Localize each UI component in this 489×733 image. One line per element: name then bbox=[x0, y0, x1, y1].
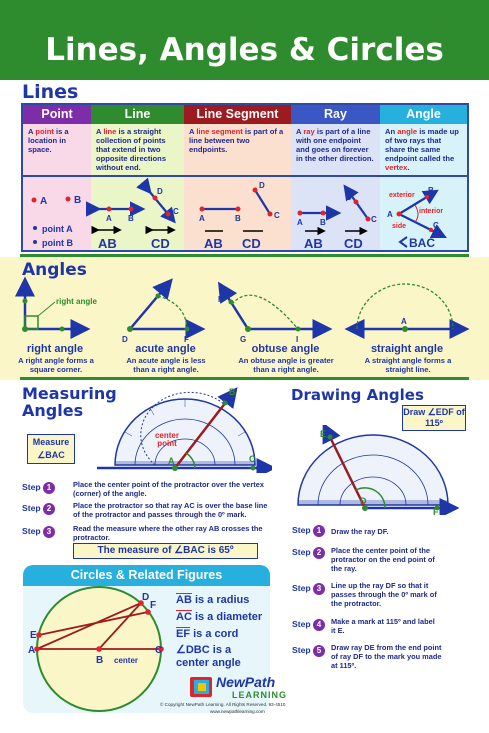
draw-step-4: Step 4 bbox=[292, 619, 325, 631]
measuring-heading: Measuring Angles bbox=[22, 384, 117, 420]
draw-edf-box: Draw ∠EDF of 115º bbox=[402, 405, 466, 431]
measure-step-2-text: Place the protractor so that ray AC is over the base line of the protractor and passes through the 0º mark. bbox=[73, 501, 268, 519]
newpath-logo-icon bbox=[190, 677, 212, 697]
column-header: Line Segment bbox=[184, 105, 291, 124]
svg-text:A: A bbox=[106, 214, 112, 223]
svg-text:C: C bbox=[155, 645, 163, 656]
ray-desc: A ray is part of a line with one endpoint and goes on forever in the other direction. bbox=[296, 127, 374, 163]
svg-text:B: B bbox=[229, 387, 236, 397]
segment-name: CD bbox=[242, 236, 261, 251]
straight-angle-name: straight angle bbox=[370, 343, 444, 355]
acute-angle-desc: An acute angle is less than a right angle. bbox=[126, 356, 206, 374]
measure-step-3-text: Read the measure where the other ray AB crosses the protractor. bbox=[73, 524, 263, 542]
svg-text:A: A bbox=[168, 456, 175, 466]
svg-text:C: C bbox=[274, 211, 280, 220]
right-angle-desc: A right angle forms a square corner. bbox=[18, 356, 94, 374]
svg-text:A: A bbox=[401, 317, 407, 326]
draw-step-2: Step 2 bbox=[292, 547, 325, 559]
lines-illustrations bbox=[23, 176, 467, 251]
svg-text:B: B bbox=[96, 655, 104, 666]
measure-result: The measure of ∠BAC is 65º bbox=[73, 543, 258, 559]
svg-text:I: I bbox=[296, 335, 299, 344]
draw-step-3-text: Line up the ray DF so that it passes through the 0º mark of the protractor. bbox=[331, 581, 437, 608]
measure-step-1-text: Place the center point of the protractor over the vertex (corner) of the angle. bbox=[73, 480, 264, 498]
right-angle-tag: right angle bbox=[56, 297, 97, 306]
column-header: Line bbox=[91, 105, 184, 124]
measure-step-1: Step 1 bbox=[22, 482, 55, 494]
point-desc: A point is a location in space. bbox=[28, 127, 69, 154]
measure-bac-box: Measure ∠BAC bbox=[27, 434, 75, 464]
column-header: Angle bbox=[380, 105, 467, 124]
circles-heading: Circles & Related Figures bbox=[23, 565, 270, 586]
obtuse-angle-desc: An obtuse angle is greater than a right angle. bbox=[238, 356, 334, 374]
center-label: center bbox=[114, 656, 139, 665]
drawing-heading: Drawing Angles bbox=[291, 386, 424, 404]
page-title: Lines, Angles & Circles bbox=[45, 32, 444, 68]
point-name: point A bbox=[42, 224, 73, 234]
acute-angle-name: acute angle bbox=[135, 343, 196, 355]
svg-text:A: A bbox=[297, 218, 303, 227]
circle-diagram bbox=[26, 586, 166, 714]
svg-text:D: D bbox=[122, 335, 128, 344]
ray-name: CD bbox=[344, 236, 363, 251]
lines-heading: Lines bbox=[22, 81, 79, 103]
angle-name: BAC bbox=[409, 236, 435, 250]
exterior-label: exterior bbox=[389, 192, 415, 199]
section-divider bbox=[20, 377, 469, 380]
side-label: side bbox=[392, 223, 407, 230]
draw-step-4-text: Make a mark at 115º and label it E. bbox=[331, 617, 435, 635]
svg-text:F: F bbox=[184, 335, 189, 344]
center-point-label: center point bbox=[154, 431, 179, 448]
svg-text:D: D bbox=[142, 592, 150, 603]
svg-text:F: F bbox=[433, 507, 439, 515]
svg-text:D: D bbox=[259, 181, 265, 190]
svg-text:C: C bbox=[249, 454, 256, 464]
draw-step-1-text: Draw the ray DF. bbox=[331, 527, 389, 536]
svg-text:H: H bbox=[218, 295, 224, 304]
point-label: A bbox=[40, 196, 48, 207]
obtuse-angle-name: obtuse angle bbox=[251, 343, 320, 355]
draw-step-5-text: Draw ray DE from the end point of ray DF to the mark you made at 115º. bbox=[331, 643, 442, 670]
draw-step-3: Step 3 bbox=[292, 583, 325, 595]
svg-text:D: D bbox=[157, 187, 163, 196]
svg-text:B: B bbox=[428, 186, 434, 195]
svg-text:B: B bbox=[320, 218, 326, 227]
angle-types-illustrations bbox=[0, 276, 489, 346]
svg-text:C: C bbox=[433, 221, 439, 230]
brand-subname: LEARNING bbox=[232, 690, 287, 700]
segment-desc: A line segment is part of a line between two endpoints. bbox=[189, 127, 284, 154]
angle-desc: An angle is made up of two rays that share the same endpoint called the vertex. bbox=[385, 127, 459, 172]
svg-text:C: C bbox=[173, 207, 179, 216]
draw-step-2-text: Place the center point of the protractor on the end point of the ray. bbox=[331, 546, 435, 573]
copyright: © Copyright NewPath Learning. All Rights Reserved. 93-4510 bbox=[160, 702, 286, 707]
svg-text:B: B bbox=[235, 214, 241, 223]
svg-text:D: D bbox=[360, 496, 367, 506]
svg-text:E: E bbox=[158, 283, 164, 292]
svg-text:E: E bbox=[320, 429, 327, 439]
point-label: B bbox=[74, 195, 82, 206]
measure-step-2: Step 2 bbox=[22, 503, 55, 515]
measuring-protractor bbox=[97, 385, 272, 473]
circle-fact-center-angle: ∠DBC is a center angle bbox=[176, 644, 241, 669]
circle-fact-diameter: $\overline{AC}$ is a diameter bbox=[176, 611, 263, 623]
draw-step-5: Step 5 bbox=[292, 645, 325, 657]
svg-text:B: B bbox=[128, 214, 134, 223]
right-angle-name: right angle bbox=[26, 343, 84, 355]
svg-text:G: G bbox=[240, 335, 247, 344]
angles-heading: Angles bbox=[22, 260, 87, 280]
svg-text:E: E bbox=[30, 630, 37, 641]
line-name: CD bbox=[151, 236, 170, 251]
measure-step-3: Step 3 bbox=[22, 526, 55, 538]
draw-step-1: Step 1 bbox=[292, 525, 325, 537]
circle-fact-radius: $\overline{AB}$ is a radius bbox=[176, 594, 250, 606]
point-name: point B bbox=[42, 238, 73, 248]
circle-fact-cord: $\overline{EF}$ is a cord bbox=[176, 628, 239, 640]
svg-text:D: D bbox=[346, 193, 352, 202]
svg-text:A: A bbox=[387, 210, 393, 219]
svg-text:A: A bbox=[28, 645, 36, 656]
line-desc: A line is a straight collection of points that extend in two opposite directions without end. bbox=[96, 127, 167, 172]
segment-name: AB bbox=[204, 236, 223, 251]
ray-name: AB bbox=[304, 236, 323, 251]
svg-text:F: F bbox=[150, 600, 157, 611]
straight-angle-desc: A straight angle forms a straight line. bbox=[364, 356, 452, 374]
line-name: AB bbox=[98, 236, 117, 251]
column-header: Point bbox=[23, 105, 91, 124]
column-header: Ray bbox=[291, 105, 380, 124]
svg-text:C: C bbox=[371, 215, 377, 224]
brand-url: www.newpathlearning.com bbox=[210, 709, 265, 714]
title-banner bbox=[0, 0, 489, 80]
svg-text:A: A bbox=[199, 214, 205, 223]
brand-name: NewPath bbox=[216, 674, 276, 690]
lines-table bbox=[21, 103, 469, 252]
drawing-protractor bbox=[290, 425, 460, 515]
interior-label: interior bbox=[419, 208, 444, 215]
